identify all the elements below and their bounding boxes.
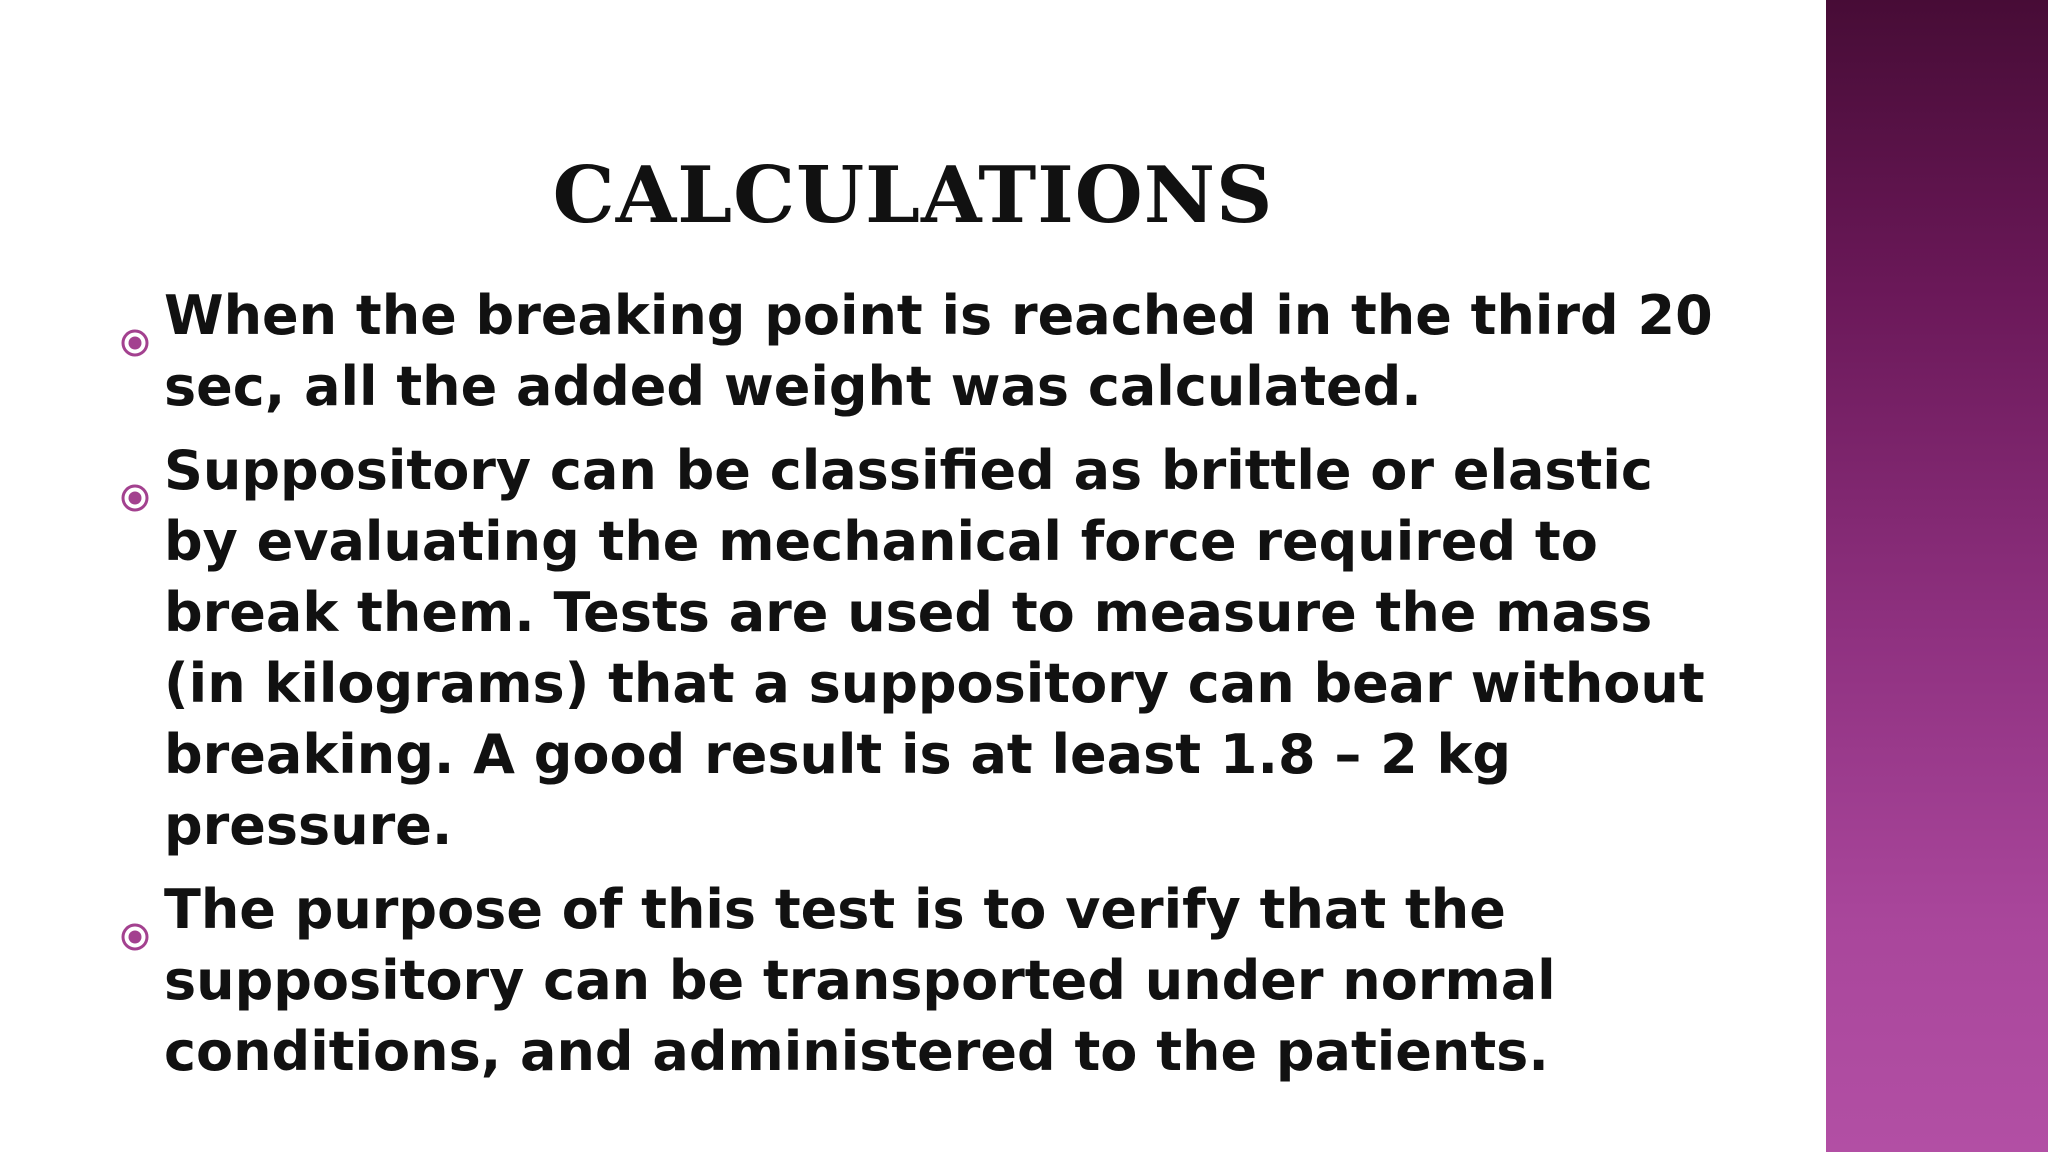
bullet-item	[120, 280, 1720, 422]
slide-title: CALCULATIONS	[552, 150, 1274, 241]
bullet-text: The purpose of this test is to verify that the suppository can be transported under normal conditions, and administered to the patients.	[164, 878, 1556, 1083]
bullet-list	[120, 280, 1720, 1100]
circled-dot-bullet-icon	[120, 459, 150, 489]
bullet-text: Suppository can be classified as brittle or elastic by evaluating the mechanical force required to break them. Tests are used to measure the mass (in kilograms) that a suppository can bear without breaking. A good result is at least 1.8 – 2 kg pressure.	[164, 439, 1705, 857]
bullet-item	[120, 874, 1720, 1087]
bullet-text: When the breaking point is reached in the third 20 sec, all the added weight was calculated.	[164, 284, 1713, 418]
bullet-item	[120, 435, 1720, 861]
circled-dot-bullet-icon	[120, 304, 150, 334]
decorative-side-band	[1826, 0, 2048, 1152]
circled-dot-bullet-icon	[120, 898, 150, 928]
